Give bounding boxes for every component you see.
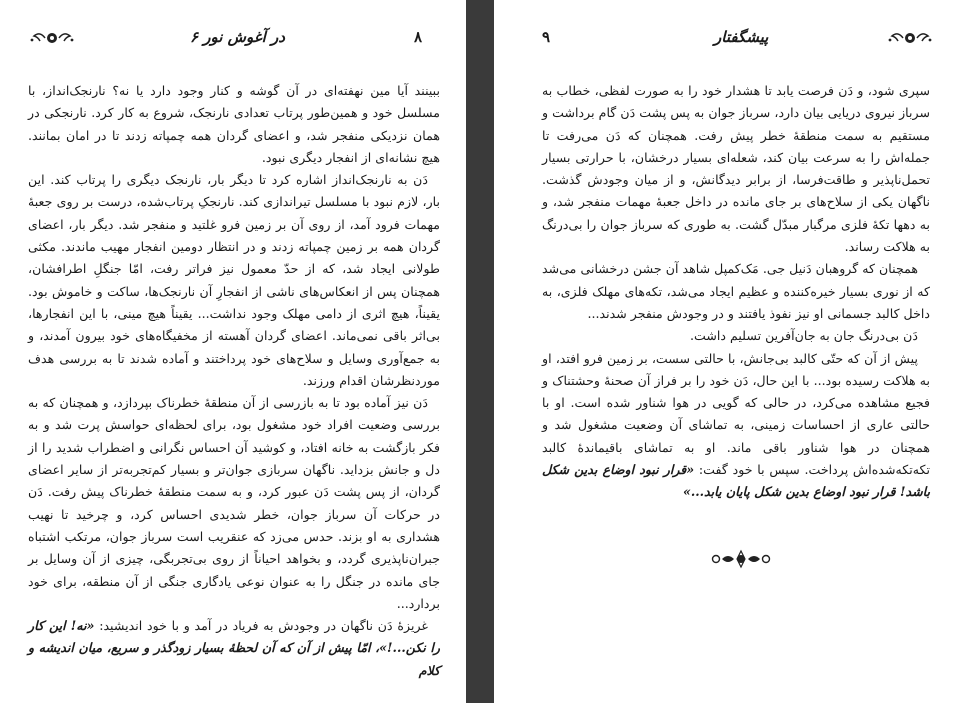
right-page [494,0,964,703]
header-ornament-icon [30,28,74,48]
book-spine [466,0,494,703]
section-end-ornament-icon [708,549,774,569]
paragraph: دَن بی‌درنگ جان به جان‌آفرین تسلیم داشت. [689,328,918,344]
quoted-thought: «قرار نبود اوضاع بدین شکل باشد! قرار نبود اوضاع بدین شکل پایان یابد...» [542,462,930,500]
paragraph: سپری شود، و دَن فرصت یابد تا هشدار خود را به صورت لفظی، خطاب به سرباز نیروی دریایی بیان دارد، سرباز جوان به پس پشت دَن گام برداشت و مستقیم به سمت منطقهٔ خطر پیش رفت. همچنان که دَن می‌رفت تا جمله‌اش را به سرعت بیان کند، شعله‌ای بسیار درخشان، با حرارتی بسیار تحمل‌ناپذیر و طاقت‌فرسا، از برابر دیدگانش، و از میان وجودش گذشت. ناگهان یکی از سلاح‌های بر جای مانده در داخل جعبهٔ مهمات منفجر شد، و به دهها تکهٔ فلزی مرگبار مبدّل گشت. به طوری که سرباز جوان را بی‌درنگ به هلاکت رساند. [542,83,930,255]
paragraph: همچنان که گروهبان دَنیل جی. مَک‌کمپل شاهد آن جشن درخشانی می‌شد که از نوری بسیار خیره‌کننده و عظیم ایجاد می‌شد، تکه‌های مهلک فلزی، به داخل کالبد جسمانی او نیز نفوذ یافتند و در وجودش منفجر شدند... [542,261,930,321]
paragraph: دَن به نارنجک‌انداز اشاره کرد تا دیگر بار، نارنجک دیگری را پرتاب کند. این بار، لازم نبود با مسلسل تیراندازی کند. نارنجکِ پرتاب‌شده، درست بر روی جعبهٔ مهمات فرود آمد، از روی آن بر زمین فرو غلتید و منفجر شد. دیگر بار، اعضای گردان همه بر زمین چمپاته زدند و در انتظار دومین انفجار مهیب ماندند. مکثی طولانی ایجاد شد، که از حدّ معمول نیز فراتر رفت، امّا جنگلِ اطرافشان، همچنان پس از انعکاس‌های ناشی از انفجارِ آن نارنجک‌ها، ساکت و خاموش بود. یقیناً، هیچ اثری از دامی مهلک وجود نداشت... یقیناً هیچ مینی، با این انفجارها، بی‌اثر باقی نمی‌ماند. اعضای گردان آهسته از مخفیگاه‌های خود بیرون آمدند، و به جمع‌آوری وسایل و سلاح‌های خود پرداختند و آماده شدند تا به بررسی هدف موردنظرشان اقدام ورزند. [28,172,440,388]
running-title: در آغوش نور ۶ [190,28,285,46]
quoted-thought: «نه! این کار را نکن...!»، امّا پیش از آن که آن لحظهٔ بسیار زودگذر و سریع، میان اندیشه و کلام [28,618,440,678]
right-page-body [542,80,930,504]
header-ornament-icon [888,28,932,48]
paragraph: ببینند آیا مین نهفته‌ای در آن گوشه و کنار وجود دارد یا نه؟ نارنجک‌انداز، با مسلسل خود و همین‌طور پرتاب تعدادی نارنجک، شروع به کار کرد. نارنجکی در همان نزدیکی منفجر شد، و اعضای گردان همه چمپاته زدند تا در امان بمانند. هیچ نشانه‌ای از انفجار دیگری نبود. [28,83,440,165]
paragraph [542,348,930,504]
running-title: پیشگفتار [714,28,769,46]
paragraph: دَن نیز آماده بود تا به بازرسی از آن منطقهٔ خطرناک بپردازد، و همچنان که به بررسی وضعیت افراد خود مشغول بود، برای لحظه‌ای حواسش پرت شد و به فکر بازگشت به خانه افتاد، و کوشید آن احساس نگرانی و اضطراب شدید را از دل و جانش بزداید. ناگهان سربازی جوان‌تر و بسیار کم‌تجربه‌تر از سایر اعضای گردان، از پس پشت دَن عبور کرد، و به سمت منطقهٔ خطرناک پیش رفت. دَن در حرکات آن سرباز جوان، خطر شدیدی احساس کرد، و چرخید تا نهیب هشداری به او بزند. حدس می‌زد که عنقریب است سرباز جوان، مرتکب اشتباه جبران‌ناپذیری گردد، و بخواهد احیاناً از روی بی‌تجربگی، چیزی از آن وسایل بر جای مانده در جنگل را به عنوان نوعی یادگاری جنگی از آن منطقه، برای خود بردارد... [28,395,440,611]
paragraph-text: پیش از آن که حتّی کالبد بی‌جانش، با حالتی سست، بر زمین فرو افتد، او به هلاکت رسیده بود... با این حال، دَن خود را بر فراز آن صحنهٔ وحشتناک و فجیع مشاهده می‌کرد، در حالی که گویی در هوا شناور شده است. او با حالتی عاری از احساسات زمینی، به تماشای آن وضعیت مشغول شد و همچنان در هوا شناور باقی ماند. او به تماشای باقیماندهٔ کالبد تکه‌تکه‌شده‌اش پرداخت. سپس با خود گفت: [542,350,930,478]
right-page-header [494,26,964,52]
paragraph-text: غریزهٔ دَن ناگهان در وجودش به فریاد در آمد و با خود اندیشید: [99,618,428,634]
paragraph [28,615,440,682]
left-page-body [28,80,440,682]
left-page [0,0,466,703]
left-page-header [0,26,466,52]
page-number: ۹ [542,28,551,46]
page-number: ۸ [414,28,423,46]
